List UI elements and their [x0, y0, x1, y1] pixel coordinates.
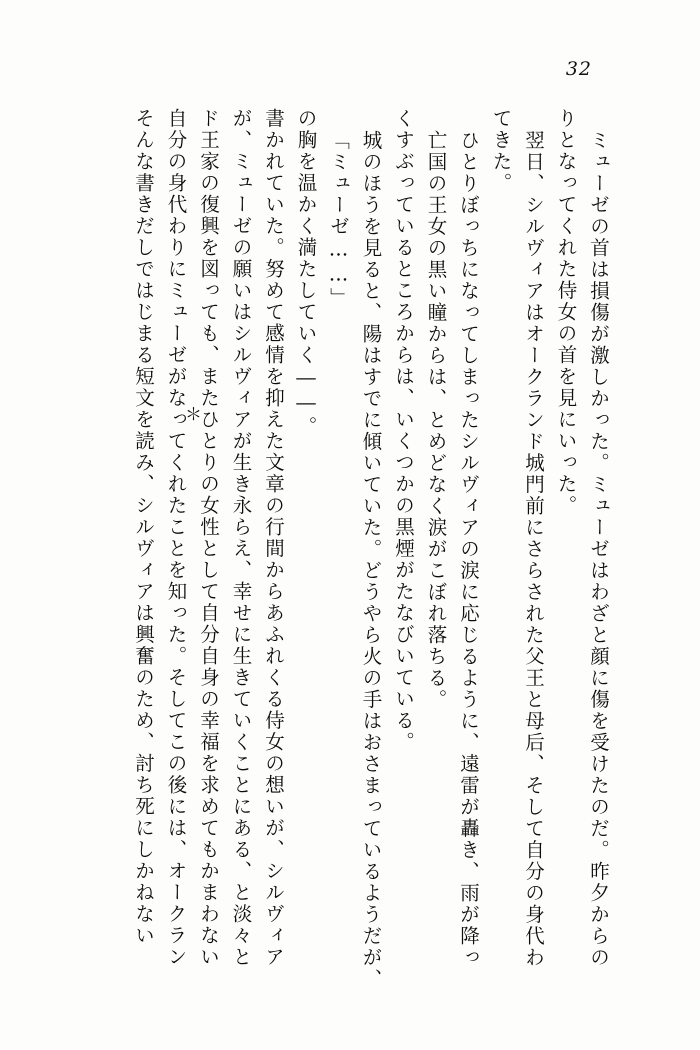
text-column: りとなってくれた侍女の首を見にいった。: [554, 108, 578, 517]
text-column: 書かれていた。努めて感情を抑えた文章の行間からあふれくる侍女の想いが、シルヴィア: [262, 108, 285, 968]
text-column: ひとりぼっちになってしまったシルヴィアの涙に応じるように、遠雷が轟き、雨が降っ: [457, 130, 480, 969]
text-column: 自分の身代わりにミューゼがなってくれたことを知った。そしてこの後には、オークラン: [164, 108, 188, 968]
page-number: 32: [565, 58, 592, 80]
vertical-text-body: [121, 108, 610, 990]
text-column: そんな書きだしではじまる短文を読み、シルヴィアは興奮のため、討ち死にしかねない: [132, 108, 155, 947]
text-column: が、ミューゼの願いはシルヴィアが生き永らえ、幸せに生きていくことにある、と淡々と: [229, 108, 253, 968]
text-column: ミューゼの首は損傷が激しかった。ミューゼはわざと顔に傷を受けたのだ。昨夕からの: [587, 130, 610, 969]
text-column: ド王家の復興を図っても、またひとりの女性として自分自身の幸福を求めてもかまわない: [197, 108, 220, 968]
text-column: くすぶっているところからは、いくつかの黒煙がたなびいている。: [392, 108, 415, 753]
text-column: てきた。: [489, 108, 513, 194]
text-column: 「ミューゼ……」: [327, 130, 350, 309]
text-column: 亡国の王女の黒い瞳からは、とめどなく涙がこぼれ落ちる。: [424, 130, 448, 711]
text-column: の胸を温かく満たしていく――。: [294, 108, 318, 438]
text-column: 城のほうを見ると、陽はすでに傾いていた。どうやら火の手はおさまっているようだが、: [359, 130, 383, 990]
text-column: 翌日、シルヴィアはオークランド城門前にさらされた父王と母后、そして自分の身代わ: [522, 130, 545, 969]
section-separator-mark: ＊: [185, 405, 202, 425]
